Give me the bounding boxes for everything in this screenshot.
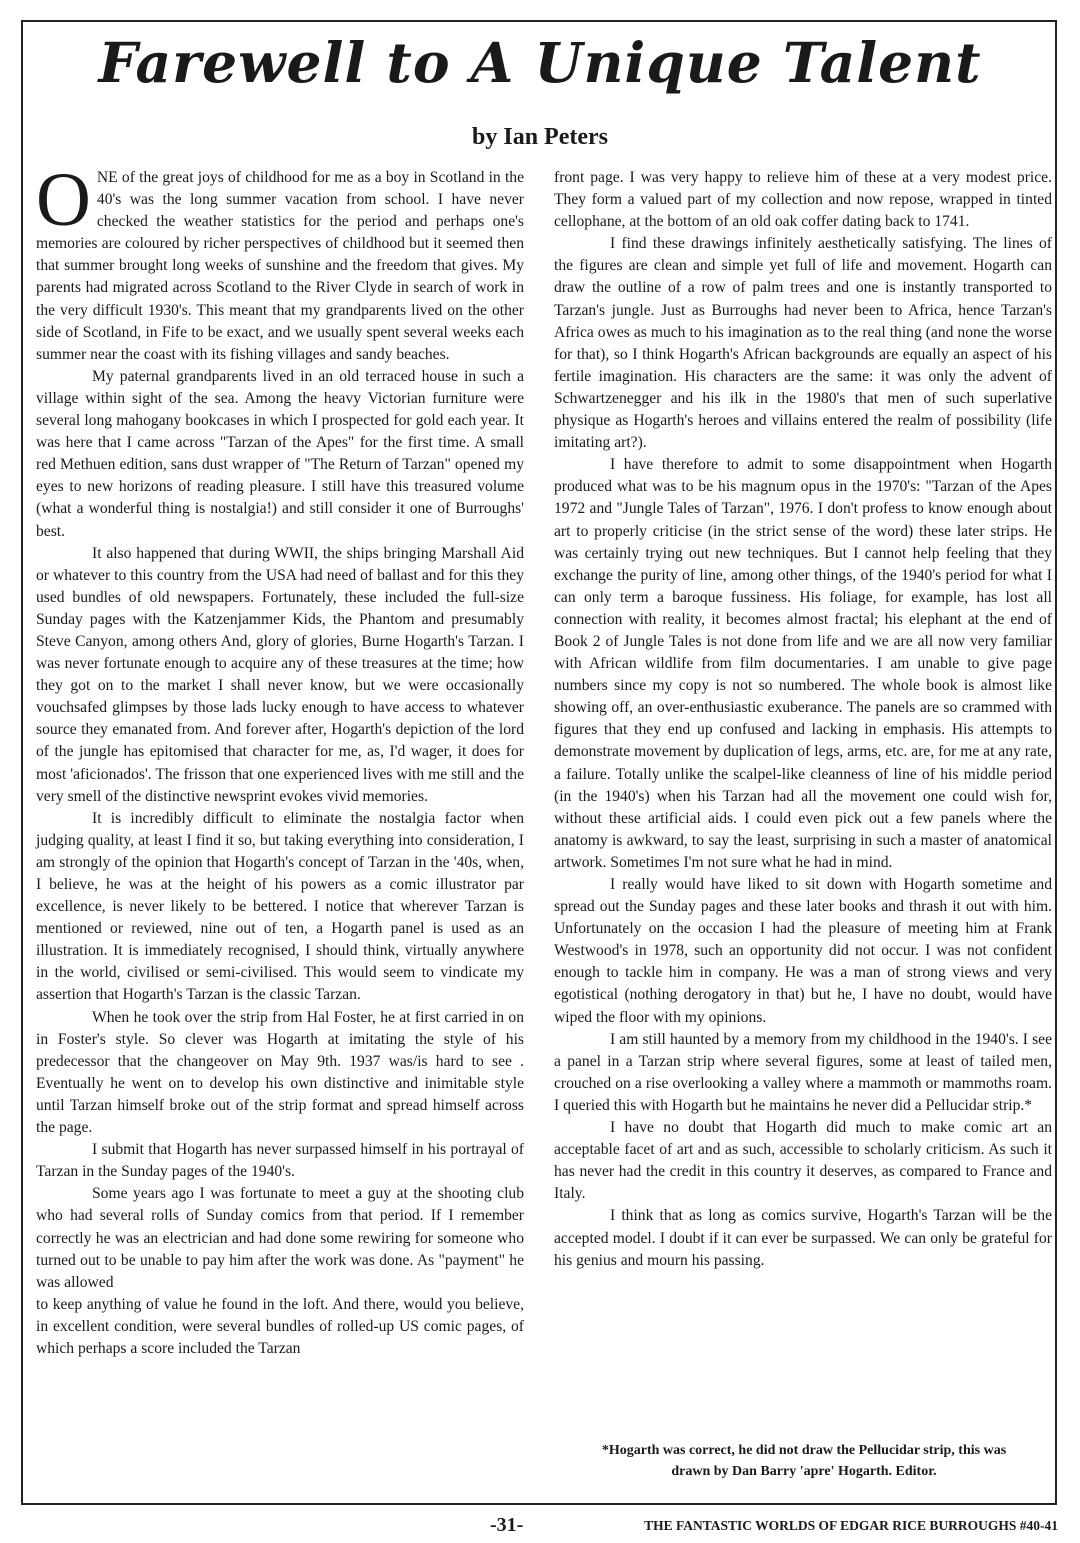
paragraph: I have therefore to admit to some disappointment when Hogarth produced what was to be his magnum opus in the 1970's: "Tarzan of the Apes 1972 and "Jungle Tales of Tarzan", 1976. I don't profess to know enough about art to properly criticise (in the strict sense of the word) these later strips. He was certainly trying out new techniques. But I cannot help feeling that they exchange the purity of line, among other things, of the 1940's period for what I can only term a baroque fussiness. His foliage, for example, has lost all connection with reality, it becomes almost fractal; his elephant at the end of Book 2 of Jungle Tales is not done from life and we are all now very familiar with African wildlife from film documentaries. I am unable to give page numbers since my copy is not so numbered. The whole book is almost like showing off, an over-enthusiastic exuberance. The panels are so crammed with figures that they end up confused and lacking in emphasis. His attempts to demonstrate movement by duplication of legs, arms, etc. are, for me at any rate, a failure. Totally unlike the scalpel-like cleanness of line of his middle period (in the 1940's) when his Tarzan had all the movement one could wish for, without these artificial aids. I could even pick out a few panels where the anatomy is awkward, to say the least, surprising in such a master of anatomical artwork. Sometimes I'm not sure what he had in mind. — [554, 456, 1052, 871]
paragraph: I am still haunted by a memory from my childhood in the 1940's. I see a panel in a Tarzan strip where several figures, some at least of tailed men, crouched on a rise overlooking a valley where a mammoth or mammoths roam. I queried this with Hogarth but he maintains he never did a Pellucidar strip.* — [554, 1030, 1052, 1114]
paragraph: I find these drawings infinitely aesthetically satisfying. The lines of the figures are clean and simple yet full of life and movement. Hogarth can draw the outline of a row of palm trees and one is instantly transported to Tarzan's jungle. Just as Burroughs had never been to Africa, hence Tarzan's Africa owes as much to his imagination as to the real thing (and none the worse for that), so I think Hogarth's African backgrounds are equally an aspect of his fertile imagination. His characters are the same: it was only the advent of Schwartzenegger and his ilk in the 1980's that men of such superlative physique as Hogarth's heroes and villains entered the realm of possibility (life imitating art?). — [554, 235, 1052, 452]
paragraph: I think that as long as comics survive, Hogarth's Tarzan will be the accepted model. I doubt if it can ever be surpassed. We can only be grateful for his genius and mourn his passing. — [554, 1207, 1052, 1269]
paragraph: I really would have liked to sit down with Hogarth sometime and spread out the Sunday pages and these later books and thrash it out with him. Unfortunately on the occasion I had the pleasure of meeting him at Frank Westwood's in 1978, such an opportunity did not occur. I was not confident enough to tackle him in company. He was a man of strong views and very egotistical (nothing derogatory in that) but he, I have no doubt, would have wiped the floor with my opinions. — [554, 876, 1052, 1026]
paragraph: I have no doubt that Hogarth did much to make comic art an acceptable facet of art and as such, accessible to scholarly criticism. As such it has never had the credit in this country it deserves, as compared to France and Italy. — [554, 1119, 1052, 1203]
paragraph: When he took over the strip from Hal Foster, he at first carried in on in Foster's style. So clever was Hogarth at imitating the style of his predecessor that the changeover on May 9th. 1937 was/is hard to see . Eventually he went on to develop his own distinctive and inimitable style until Tarzan himself broke out of the strip format and spread himself across the page. — [36, 1008, 524, 1137]
left-column — [36, 158, 524, 1360]
running-footer: THE FANTASTIC WORLDS OF EDGAR RICE BURROUGHS #40-41 — [644, 1518, 1058, 1533]
paragraph: Some years ago I was fortunate to meet a guy at the shooting club who had several rolls of Sunday comics from that period. If I remember correctly he was an electrician and had done some rewiring for someone who turned out to be unable to pay him after the work was done. As "payment" he was allowed — [36, 1185, 524, 1291]
editor-footnote — [574, 1440, 1034, 1482]
right-column — [554, 167, 1052, 1272]
paragraph: It also happened that during WWII, the ships bringing Marshall Aid or whatever to this country from the USA had need of ballast and for this they used bundles of old newspapers. Fortunately, these included the full-size Sunday pages with the Katzenjammer Kids, the Phantom and presumably Steve Canyon, among others And, glory of glories, Burne Hogarth's Tarzan. I was never fortunate enough to acquire any of these treasures at the time; how they got on to the market I shall never know, but we were occasionally vouchsafed glimpses by those lads lucky enough to have access to whatever source they emanated from. And forever after, Hogarth's depiction of the lord of the jungle has epitomised that character for me, as, I'd wager, it does for most 'aficionados'. The frisson that one experienced lives with me still and the very smell of the distinctive newsprint evokes vivid memories. — [36, 544, 524, 805]
paragraph-text: NE of the great joys of childhood for me as a boy in Scotland in the 40's was the long summer vacation from school. I have never checked the weather statistics for the period and perhaps one's memories are coloured by richer perspectives of childhood but it seemed then that summer brought long weeks of sunshine and the freedom that gives. My parents had migrated across Scotland to the River Clyde in search of work in the very difficult 1930's. This meant that my grandparents lived on the other side of Scotland, in Fife to be exact, and we usually spent several weeks each summer near the coast with its fishing villages and sandy beaches. — [36, 169, 524, 363]
article-byline: by Ian Peters — [472, 124, 608, 150]
paragraph: I submit that Hogarth has never surpassed himself in his portrayal of Tarzan in the Sunday pages of the 1940's. — [36, 1141, 524, 1181]
footnote-line: *Hogarth was correct, he did not draw the Pellucidar strip, this was — [601, 1443, 1007, 1458]
paragraph: to keep anything of value he found in the loft. And there, would you believe, in excellent condition, were several bundles of rolled-up US comic pages, of which perhaps a score included the Tarzan — [36, 1295, 524, 1357]
drop-cap: O — [36, 158, 91, 242]
paragraph: My paternal grandparents lived in an old terraced house in such a village within sight of the sea. Among the heavy Victorian furniture were several long mahogany bookcases in which I prospected for gold each year. It was here that I came across "Tarzan of the Apes" for the first time. A small red Methuen edition, sans dust wrapper of "The Return of Tarzan" opened my eyes to new horizons of reading pleasure. I still have this treasured volume (what a wonderful thing is nostalgia!) and still consider it one of Burroughs' best. — [36, 367, 524, 540]
paragraph: It is incredibly difficult to eliminate the nostalgia factor when judging quality, at least I find it so, but taking everything into consideration, I am strongly of the opinion that Hogarth's concept of Tarzan in the '40s, when, I believe, he was at the height of his powers as a comic illustrator par excellence, is never likely to be bettered. I notice that wherever Tarzan is mentioned or reviewed, nine out of ten, a Hogarth panel is used as an illustration. It is immediately recognised, I should think, virtually anywhere in the world, civilised or semi-civilised. This would seem to vindicate my assertion that Hogarth's Tarzan is the classic Tarzan. — [36, 809, 524, 1004]
footnote-line: drawn by Dan Barry 'apre' Hogarth. Editor. — [671, 1464, 937, 1479]
article-title: Farewell to A Unique Talent — [98, 30, 982, 95]
paragraph: front page. I was very happy to relieve him of these at a very modest price. They form a valued part of my collection and now repose, wrapped in tinted cellophane, at the bottom of an old oak coffer dating back to 1741. — [554, 169, 1052, 231]
page-number: -31- — [490, 1514, 524, 1536]
paragraph — [36, 158, 524, 366]
